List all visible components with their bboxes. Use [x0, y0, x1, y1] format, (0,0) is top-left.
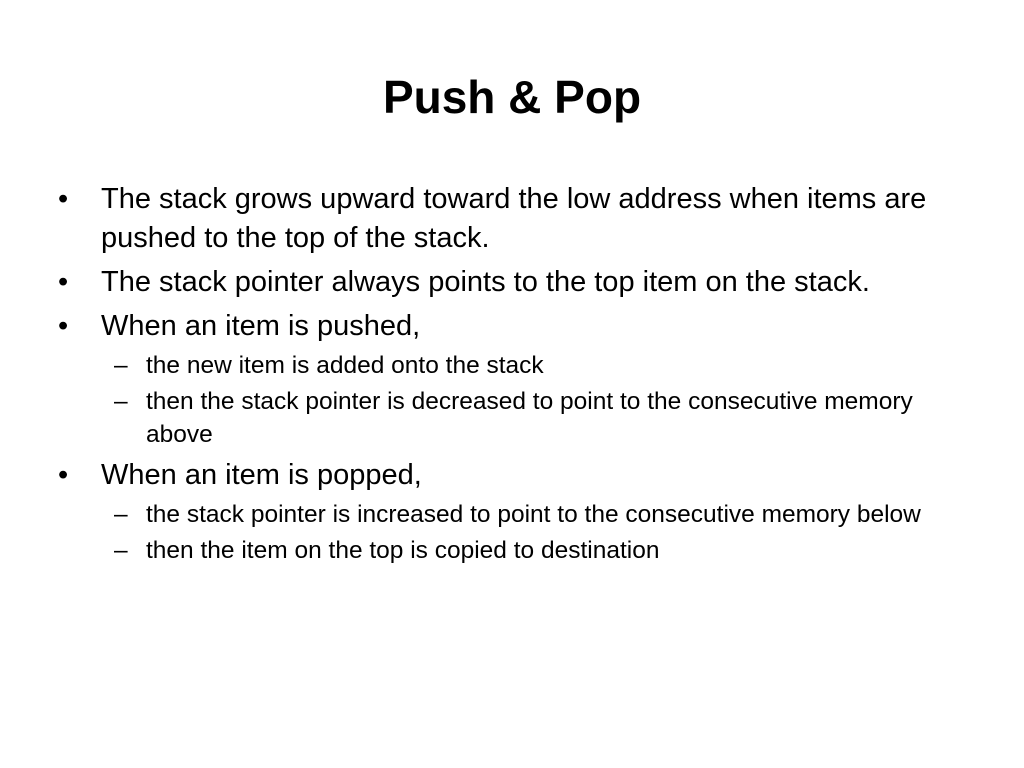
bullet-list — [56, 180, 986, 567]
bullet-item — [56, 456, 986, 495]
sub-bullet-text: then the item on the top is copied to destination — [146, 537, 660, 564]
bullet-marker: • — [58, 183, 69, 215]
bullet-marker: • — [58, 310, 69, 342]
sub-bullet-item — [56, 385, 986, 451]
dash-marker: – — [114, 501, 128, 528]
bullet-text: The stack grows upward toward the low address when items are pushed to the top of the stack. — [101, 183, 927, 254]
bullet-item — [56, 307, 986, 346]
bullet-item — [56, 180, 986, 258]
sub-bullet-item — [56, 498, 986, 531]
bullet-marker: • — [58, 459, 69, 491]
bullet-text: When an item is pushed, — [101, 310, 421, 342]
sub-bullet-text: the stack pointer is increased to point to the consecutive memory below — [146, 501, 921, 528]
sub-bullet-text: the new item is added onto the stack — [146, 352, 544, 379]
bullet-text: When an item is popped, — [101, 459, 422, 491]
bullet-item — [56, 263, 986, 302]
sub-bullet-item — [56, 534, 986, 567]
dash-marker: – — [114, 352, 128, 379]
bullet-marker: • — [58, 266, 69, 298]
sub-bullet-item — [56, 349, 986, 382]
sub-bullet-text: then the stack pointer is decreased to point to the consecutive memory above — [146, 388, 913, 448]
dash-marker: – — [114, 388, 128, 415]
slide-title: Push & Pop — [382, 71, 642, 123]
bullet-text: The stack pointer always points to the top item on the stack. — [101, 266, 870, 298]
dash-marker: – — [114, 537, 128, 564]
